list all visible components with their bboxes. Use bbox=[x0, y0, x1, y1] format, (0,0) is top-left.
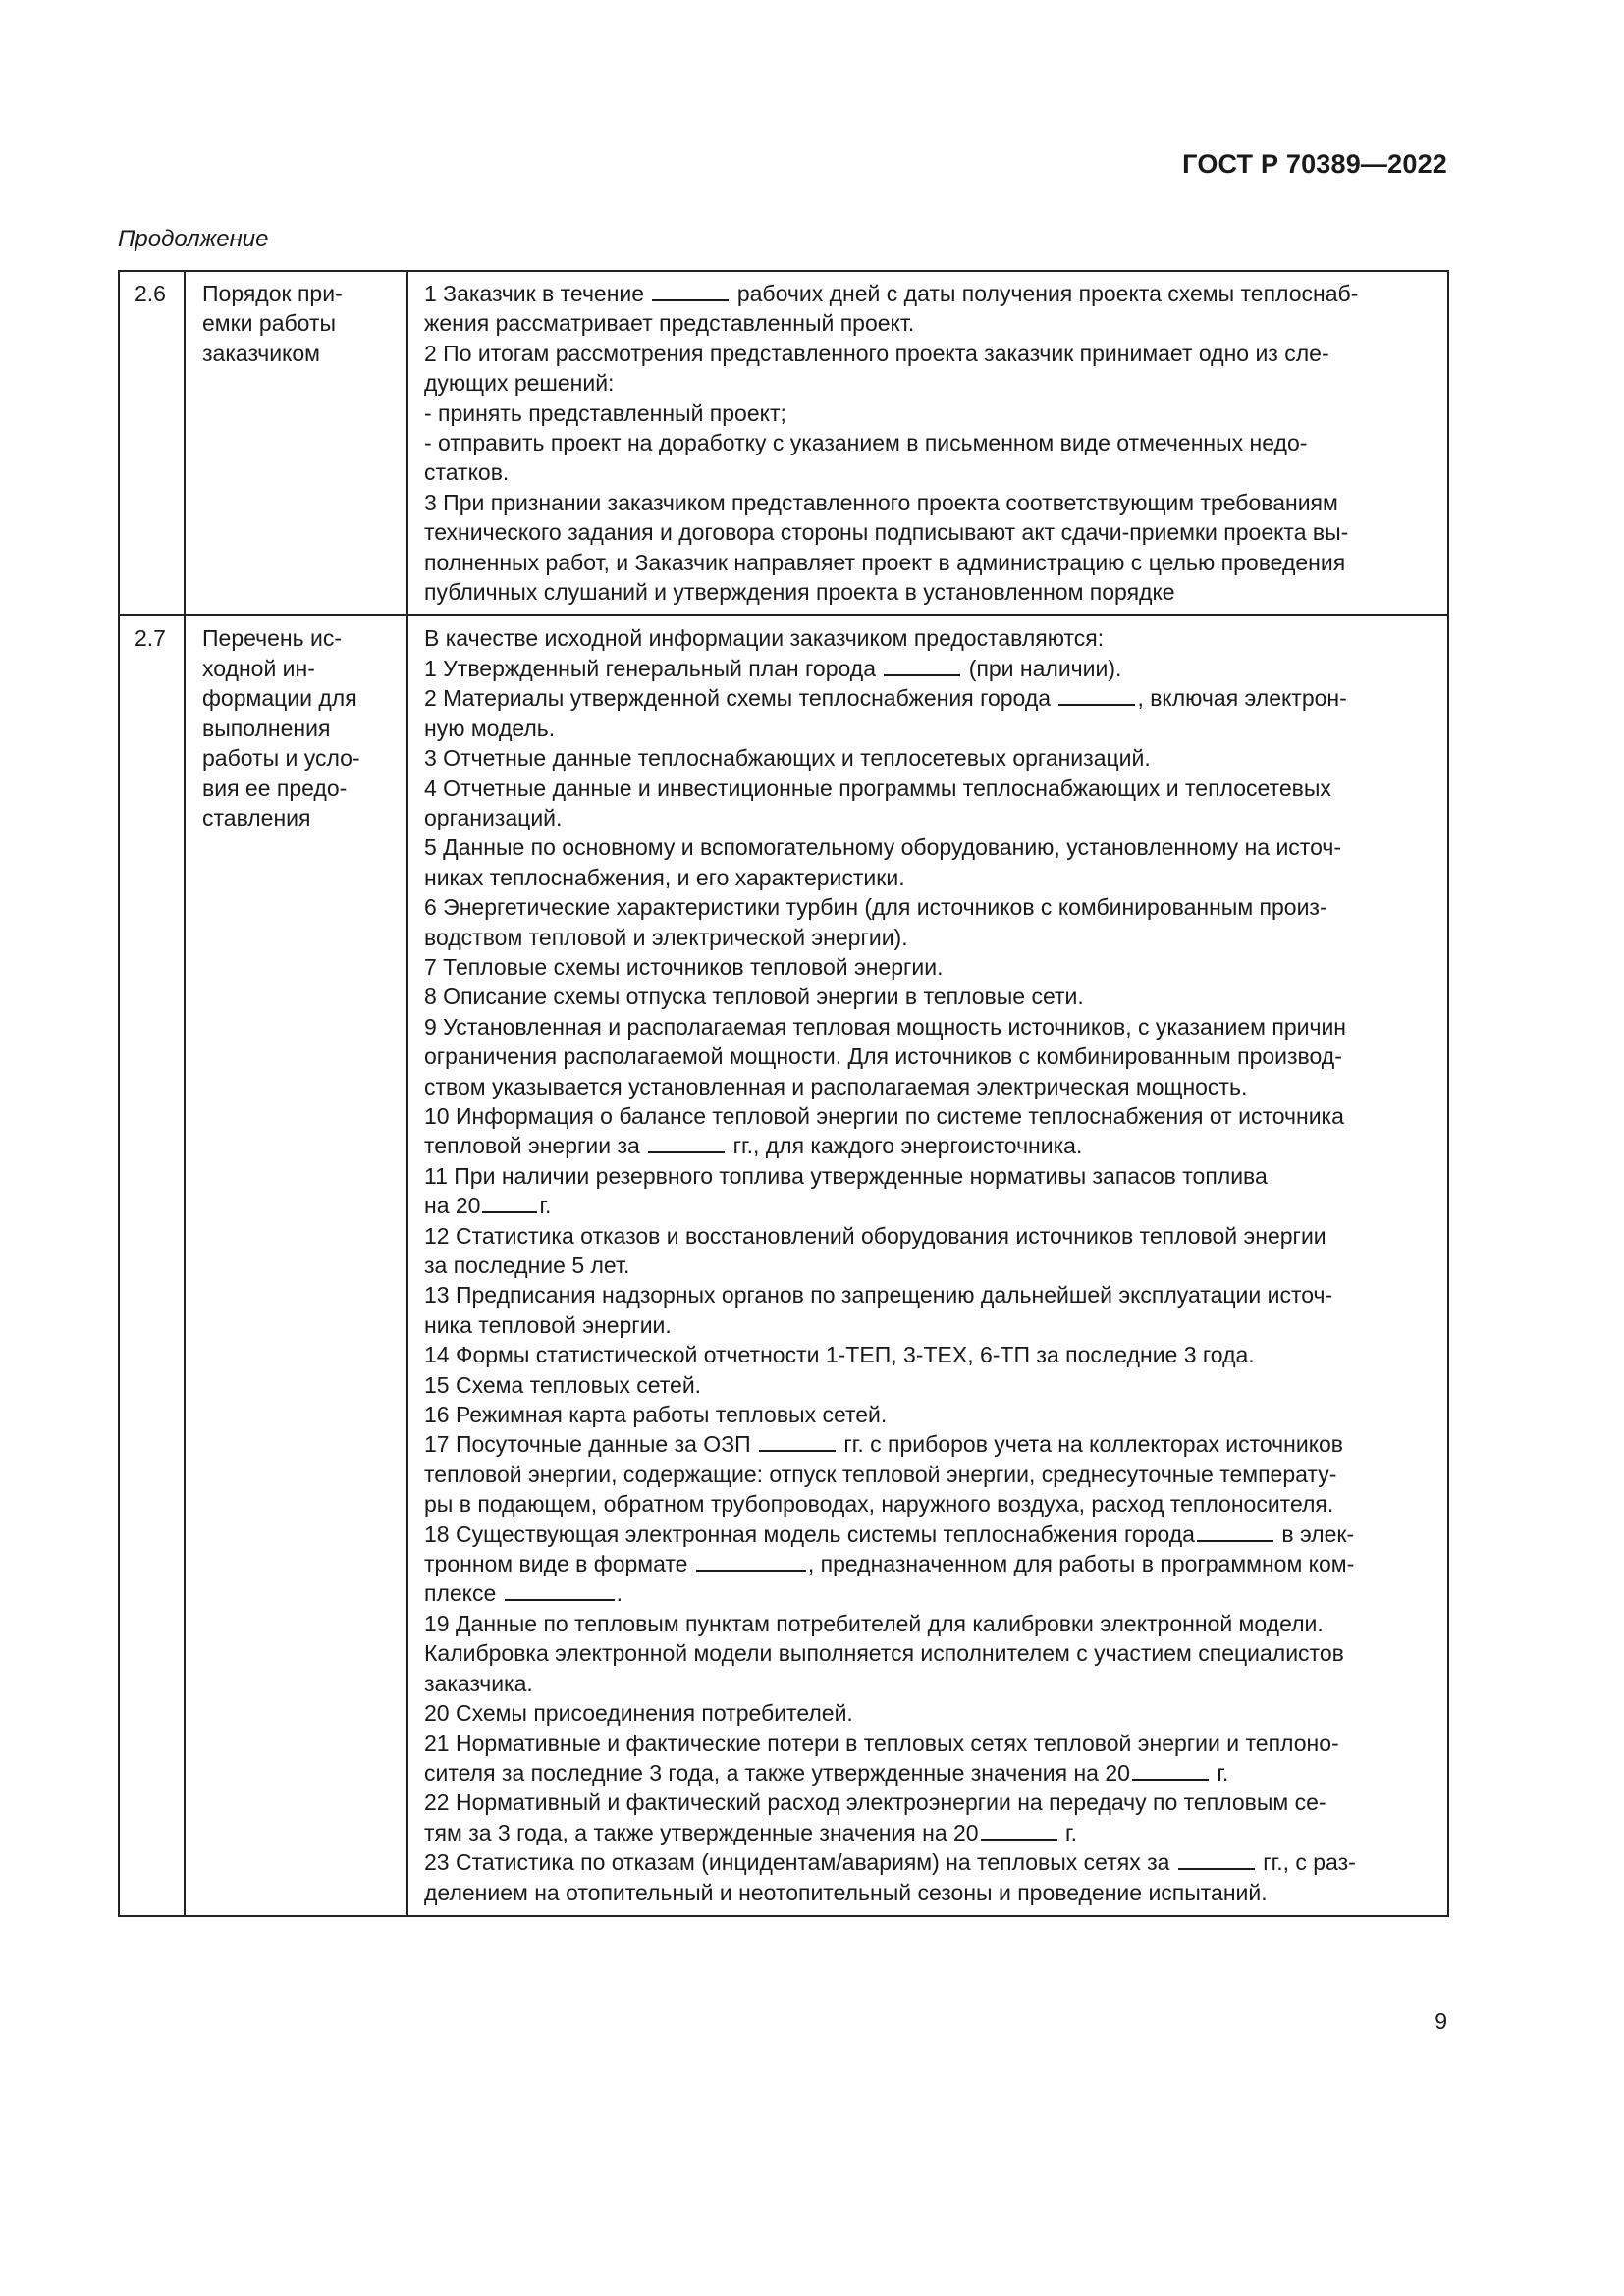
description-line bbox=[424, 1758, 1434, 1788]
description-text: тепловой энергии за bbox=[424, 1133, 647, 1159]
description-text: водством тепловой и электрической энергии). bbox=[424, 924, 908, 950]
description-line bbox=[424, 952, 1434, 982]
blank-fill-line bbox=[759, 1432, 836, 1452]
description-text: - принять представленный проект; bbox=[424, 400, 786, 426]
description-line bbox=[424, 1578, 1434, 1608]
description-text: за последние 5 лет. bbox=[424, 1253, 630, 1278]
description-line bbox=[424, 1221, 1434, 1251]
description-line bbox=[424, 1638, 1434, 1668]
description-text: , включая электрон- bbox=[1137, 685, 1347, 712]
description-line bbox=[424, 488, 1434, 517]
description-text: технического задания и договора стороны подписывают акт сдачи-приемки проекта вы- bbox=[424, 519, 1349, 546]
blank-fill-line bbox=[652, 282, 729, 301]
table-row bbox=[119, 271, 1448, 615]
description-line bbox=[424, 368, 1434, 398]
description-text: 10 Информация о балансе тепловой энергии по системе теплоснабжения от источника bbox=[424, 1102, 1344, 1129]
row-title-line: вия ее предо- bbox=[202, 774, 348, 801]
description-line bbox=[424, 399, 1434, 428]
blank-fill-line bbox=[482, 1194, 537, 1213]
row-title-line: ставления bbox=[202, 804, 311, 830]
description-text: 11 При наличии резервного топлива утвержденные нормативы запасов топлива bbox=[424, 1162, 1268, 1189]
description-text: 7 Тепловые схемы источников тепловой энергии. bbox=[424, 953, 944, 980]
description-text: 3 При признании заказчиком представленного проекта соответствующим требованиям bbox=[424, 489, 1338, 515]
description-line bbox=[424, 1788, 1434, 1817]
description-text: ную модель. bbox=[424, 715, 556, 741]
description-line bbox=[424, 548, 1434, 577]
description-line bbox=[424, 1609, 1434, 1638]
description-text: . bbox=[616, 1580, 623, 1607]
description-text: 2 Материалы утвержденной схемы теплоснабжения города bbox=[424, 685, 1057, 712]
description-line bbox=[424, 1878, 1434, 1907]
description-text: 18 Существующая электронная модель системы теплоснабжения города bbox=[424, 1521, 1195, 1547]
description-line bbox=[424, 577, 1434, 607]
description-text: плексе bbox=[424, 1580, 503, 1607]
row-description bbox=[407, 271, 1448, 615]
table-body bbox=[119, 271, 1448, 1916]
description-line bbox=[424, 1429, 1434, 1459]
description-text: г. bbox=[1210, 1759, 1229, 1786]
description-text: гг., для каждого энергоисточника. bbox=[727, 1133, 1083, 1159]
description-text: статков. bbox=[424, 459, 510, 486]
description-line bbox=[424, 1729, 1434, 1758]
description-text: ограничения располагаемой мощности. Для источников с комбинированным производ- bbox=[424, 1043, 1342, 1070]
row-title-line: емки работы bbox=[202, 310, 337, 337]
description-line bbox=[424, 308, 1434, 338]
description-text: дующих решений: bbox=[424, 370, 615, 397]
description-text: 20 Схемы присоединения потребителей. bbox=[424, 1700, 853, 1727]
description-line bbox=[424, 1549, 1434, 1578]
blank-fill-line bbox=[505, 1581, 615, 1601]
description-line bbox=[424, 1460, 1434, 1489]
document-code: ГОСТ Р 70389—2022 bbox=[1182, 149, 1447, 179]
description-text: ника тепловой энергии. bbox=[424, 1311, 672, 1338]
description-line bbox=[424, 774, 1434, 803]
row-number: 2.7 bbox=[119, 615, 185, 1915]
description-text: делением на отопительный и неотопительный сезоны и проведение испытаний. bbox=[424, 1879, 1268, 1905]
row-title-line: ходной ин- bbox=[202, 655, 315, 681]
description-line bbox=[424, 1191, 1434, 1220]
description-text: 21 Нормативные и фактические потери в тепловых сетях тепловой энергии и теплоно- bbox=[424, 1730, 1339, 1756]
description-text: рабочих дней с даты получения проекта схемы теплоснаб- bbox=[731, 281, 1359, 306]
description-text: г. bbox=[539, 1193, 552, 1219]
row-title-line: работы и усло- bbox=[202, 745, 360, 772]
description-text: никах теплоснабжения, и его характеристики. bbox=[424, 864, 905, 890]
row-number: 2.6 bbox=[119, 271, 185, 615]
description-line bbox=[424, 1310, 1434, 1340]
description-text: , предназначенном для работы в программном ком- bbox=[807, 1551, 1355, 1577]
blank-fill-line bbox=[1058, 686, 1135, 706]
description-text: г. bbox=[1058, 1819, 1077, 1845]
description-text: 17 Посуточные данные за ОЗП bbox=[424, 1431, 758, 1458]
blank-fill-line bbox=[1178, 1850, 1255, 1870]
description-line bbox=[424, 923, 1434, 952]
description-line bbox=[424, 457, 1434, 487]
description-text: (при наличии). bbox=[962, 655, 1122, 681]
description-line bbox=[424, 339, 1434, 368]
description-text: В качестве исходной информации заказчиком предоставляются: bbox=[424, 625, 1105, 652]
description-line bbox=[424, 982, 1434, 1011]
page-number: 9 bbox=[1435, 2008, 1447, 2034]
description-line bbox=[424, 714, 1434, 743]
row-description bbox=[407, 615, 1448, 1915]
description-line bbox=[424, 517, 1434, 547]
description-text: 3 Отчетные данные теплоснабжающих и теплосетевых организаций. bbox=[424, 745, 1151, 772]
row-title-line: формации для bbox=[202, 685, 357, 712]
description-line bbox=[424, 1669, 1434, 1698]
description-text: сителя за последние 3 года, а также утвержденные значения на 20 bbox=[424, 1759, 1130, 1786]
description-text: 1 Утвержденный генеральный план города bbox=[424, 655, 883, 681]
description-text: - отправить проект на доработку с указанием в письменном виде отмеченных недо- bbox=[424, 430, 1308, 456]
description-line bbox=[424, 1161, 1434, 1191]
row-title-line: выполнения bbox=[202, 715, 331, 741]
description-text: ры в подающем, обратном трубопроводах, наружного воздуха, расход теплоносителя. bbox=[424, 1491, 1334, 1518]
description-text: организаций. bbox=[424, 804, 563, 830]
blank-fill-line bbox=[981, 1821, 1057, 1841]
description-text: в элек- bbox=[1274, 1521, 1355, 1547]
description-line bbox=[424, 1072, 1434, 1101]
description-line bbox=[424, 683, 1434, 713]
description-line bbox=[424, 279, 1434, 308]
description-line bbox=[424, 1520, 1434, 1549]
description-line bbox=[424, 1400, 1434, 1429]
description-line bbox=[424, 1489, 1434, 1519]
description-text: 12 Статистика отказов и восстановлений оборудования источников тепловой энергии bbox=[424, 1222, 1326, 1249]
description-line bbox=[424, 803, 1434, 832]
description-line bbox=[424, 1370, 1434, 1400]
description-text: 6 Энергетические характеристики турбин (для источников с комбинированным произ- bbox=[424, 894, 1327, 921]
description-text: 22 Нормативный и фактический расход электроэнергии на передачу по тепловым се- bbox=[424, 1789, 1326, 1816]
description-text: на 20 bbox=[424, 1193, 481, 1219]
blank-fill-line bbox=[1132, 1761, 1209, 1781]
row-title bbox=[185, 271, 407, 615]
row-title-line: Перечень ис- bbox=[202, 625, 342, 652]
description-line bbox=[424, 1698, 1434, 1728]
description-text: 2 По итогам рассмотрения представленного проекта заказчик принимает одно из сле- bbox=[424, 340, 1329, 366]
description-text: 13 Предписания надзорных органов по запрещению дальнейшей эксплуатации источ- bbox=[424, 1282, 1333, 1308]
description-line bbox=[424, 1251, 1434, 1280]
description-text: 5 Данные по основному и вспомогательному оборудованию, установленному на источ- bbox=[424, 834, 1342, 861]
description-text: гг., с раз- bbox=[1256, 1849, 1356, 1876]
blank-fill-line bbox=[1197, 1522, 1273, 1542]
description-text: 4 Отчетные данные и инвестиционные программы теплоснабжающих и теплосетевых bbox=[424, 774, 1331, 801]
description-text: 23 Статистика по отказам (инцидентам/авариям) на тепловых сетях за bbox=[424, 1849, 1176, 1876]
continuation-label: Продолжение bbox=[118, 226, 269, 252]
row-title bbox=[185, 615, 407, 1915]
description-text: публичных слушаний и утверждения проекта в установленном порядке bbox=[424, 579, 1175, 606]
description-text: тронном виде в формате bbox=[424, 1551, 694, 1577]
description-line bbox=[424, 1101, 1434, 1131]
requirements-table bbox=[118, 270, 1449, 1917]
description-line bbox=[424, 654, 1434, 683]
description-text: 14 Формы статистической отчетности 1-ТЕП, 3-ТЕХ, 6-ТП за последние 3 года. bbox=[424, 1342, 1255, 1368]
description-text: гг. с приборов учета на коллекторах источников bbox=[838, 1431, 1344, 1458]
description-line bbox=[424, 623, 1434, 653]
blank-fill-line bbox=[884, 657, 960, 676]
row-title-line: Порядок при- bbox=[202, 281, 343, 306]
description-line bbox=[424, 1818, 1434, 1847]
description-text: тепловой энергии, содержащие: отпуск тепловой энергии, среднесуточные температу- bbox=[424, 1461, 1337, 1487]
row-title-line: заказчиком bbox=[202, 340, 320, 366]
description-text: Калибровка электронной модели выполняется исполнителем с участием специалистов bbox=[424, 1640, 1344, 1667]
description-line bbox=[424, 1847, 1434, 1877]
description-text: 15 Схема тепловых сетей. bbox=[424, 1371, 702, 1398]
description-line bbox=[424, 832, 1434, 862]
description-text: 1 Заказчик в течение bbox=[424, 281, 651, 306]
description-line bbox=[424, 1280, 1434, 1309]
description-line bbox=[424, 1041, 1434, 1071]
description-text: 9 Установленная и располагаемая тепловая мощность источников, с указанием причин bbox=[424, 1013, 1347, 1040]
description-text: 8 Описание схемы отпуска тепловой энергии в тепловые сети. bbox=[424, 984, 1084, 1010]
description-text: заказчика. bbox=[424, 1670, 533, 1696]
description-line bbox=[424, 1340, 1434, 1369]
description-line bbox=[424, 428, 1434, 457]
blank-fill-line bbox=[696, 1552, 806, 1572]
blank-fill-line bbox=[648, 1134, 725, 1153]
description-line bbox=[424, 892, 1434, 922]
table-row bbox=[119, 615, 1448, 1915]
description-text: полненных работ, и Заказчик направляет проект в администрацию с целью проведения bbox=[424, 549, 1346, 575]
description-line bbox=[424, 863, 1434, 892]
description-text: 19 Данные по тепловым пунктам потребителей для калибровки электронной модели. bbox=[424, 1610, 1324, 1636]
description-line bbox=[424, 1131, 1434, 1160]
description-text: тям за 3 года, а также утвержденные значения на 20 bbox=[424, 1819, 979, 1845]
description-line bbox=[424, 743, 1434, 773]
description-text: ством указывается установленная и располагаемая электрическая мощность. bbox=[424, 1073, 1248, 1099]
description-text: жения рассматривает представленный проект. bbox=[424, 310, 915, 337]
description-text: 16 Режимная карта работы тепловых сетей. bbox=[424, 1402, 888, 1428]
description-line bbox=[424, 1012, 1434, 1041]
